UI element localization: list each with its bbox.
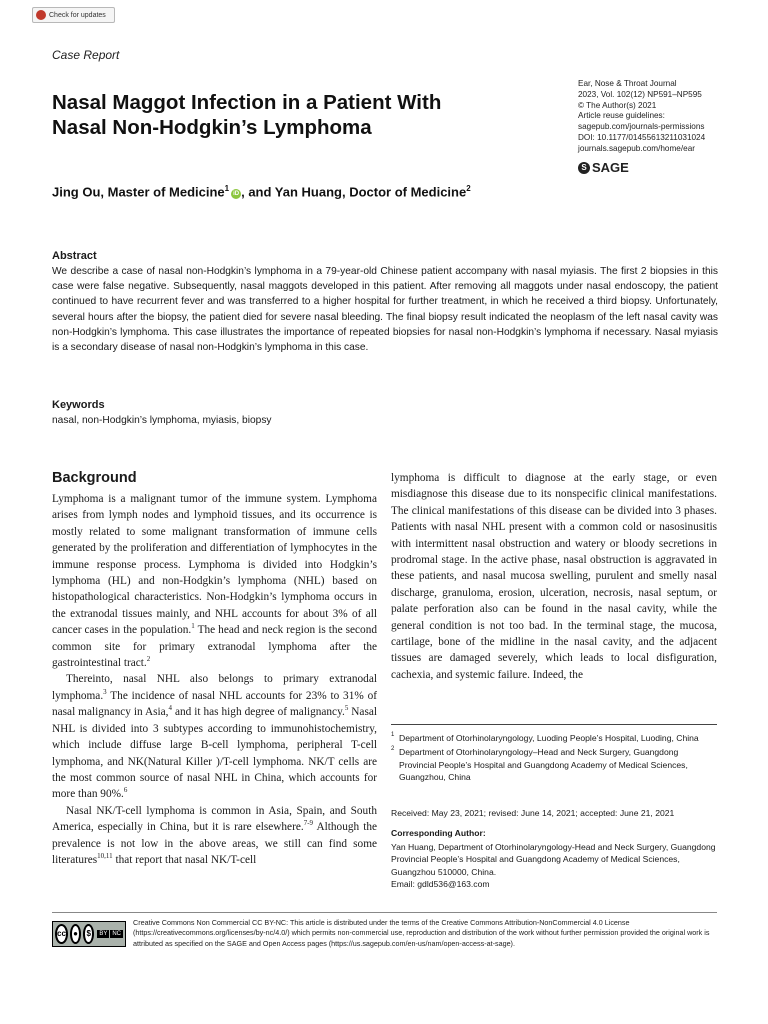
article-title — [52, 90, 522, 140]
paragraph-2-text-c: and it has high degree of malignancy. — [172, 706, 345, 719]
doi-link[interactable]: DOI: 10.1177/01455613211031024 — [578, 132, 706, 142]
author-1-affiliation: 1 — [224, 184, 230, 193]
abstract-heading: Abstract — [52, 250, 97, 262]
nc-icon: $ — [83, 924, 94, 944]
crossmark-icon — [36, 10, 46, 20]
affiliation-2-number: 2 — [391, 746, 395, 753]
license-divider — [52, 912, 717, 913]
sage-logo-text: SAGE — [592, 160, 629, 175]
paragraph-3-text-b: Although the prevalence is not low in the above areas, we still can find some literatures — [52, 821, 377, 866]
affiliation-1-number: 1 — [391, 732, 395, 738]
background-heading: Background — [52, 470, 137, 486]
author-2: , and Yan Huang, Doctor of Medicine — [241, 184, 467, 200]
reuse-guidelines-label: Article reuse guidelines: — [578, 111, 665, 121]
citation-10-11[interactable]: 10,11 — [97, 852, 113, 861]
citation-4[interactable]: 4 — [168, 704, 173, 713]
by-icon: ● — [70, 924, 81, 944]
journal-home-link[interactable]: journals.sagepub.com/home/ear — [578, 143, 695, 153]
orcid-icon[interactable]: iD — [233, 191, 240, 198]
paragraph-3 — [52, 803, 377, 869]
title-line-2: Nasal Non-Hodgkin’s Lymphoma — [52, 116, 372, 139]
affiliation-2 — [391, 746, 717, 783]
affiliation-1 — [391, 732, 717, 744]
corresponding-author — [391, 841, 717, 891]
paragraph-1-text-a: Lymphoma is a malignant tumor of the immune system. Lymphoma arises from lymph nodes and lymphoid tissues, and its occurrence is mostly related to some malignant transformation of immune cells generated by the proliferation and differentiation of lymphocytes in the immune response process. Lymphoma is divided into Hodgkin’s lymphoma (HL) and non-Hodgkin’s lymphoma (NHL) based on histopathological characteristics. Non-Hodgkin’s lymphoma occurs in the extranodal tissues mainly, and NHL accounts for about 3% of all cancer cases in the population. — [52, 493, 377, 637]
nc-label: NC — [112, 931, 121, 937]
title-line-1: Nasal Maggot Infection in a Patient With — [52, 91, 442, 114]
author-2-affiliation: 2 — [466, 184, 471, 193]
paragraph-3-text-a: Nasal NK/T-cell lymphoma is common in Asia, Spain, and South America, especially in China, but it is rare elsewhere. — [52, 804, 377, 834]
citation-6[interactable]: 6 — [123, 786, 128, 795]
received-dates: Received: May 23, 2021; revised: June 14, 2021; accepted: June 21, 2021 — [391, 808, 675, 818]
paragraph-3-continued: lymphoma is difficult to diagnose at the early stage, or even misdiagnose this disease due to its nonspecific clinical manifestations. The clinical manifestations of this disease can be divided into 3 phases. Patients with nasal NHL present with a common cold or nasosinusitis with intermittent nasal obstruction and watery or bloody secretions in prodromal stage. In the active phase, nasal obstruction is aggravated in these patients, and nasal mucosa swelling, purulent and smelly nasal discharge, granuloma, erosion, ulceration, necrosis, nasal septum, or palate perforation also can be found in the nasal cavity, while the general condition is not too bad. In the terminal stage, the mucosa, cartilage, bone of the midline in the nasal cavity, and the adjacent tissues are damaged severely, which leads to local disfiguration, cachexia, and systemic failure. Indeed, the — [391, 472, 717, 681]
paragraph-2-text-d: Nasal NHL is divided into 3 subtypes according to immunohistochemistry, which include diffuse large B-cell lymphoma, peripheral T-cell lymphoma, and NK(Natural Killer )/T-cell lymphoma. NK/T cells are the most common source of nasal NHL in China, which accounts for more than 90%. — [52, 706, 377, 801]
cc-license-badge[interactable] — [52, 921, 126, 947]
journal-volume: 2023, Vol. 102(12) NP591–NP595 — [578, 89, 702, 99]
sage-logo-icon: S — [578, 162, 590, 174]
citation-1[interactable]: 1 — [191, 622, 195, 631]
affiliations — [391, 732, 717, 786]
journal-name: Ear, Nose & Throat Journal — [578, 79, 677, 88]
paragraph-2-text-a: Thereinto, nasal NHL also belongs to primary extranodal lymphoma. — [52, 673, 377, 702]
cc-icon: cc — [55, 924, 68, 944]
abstract-text: We describe a case of nasal non-Hodgkin’s lymphoma in a 79-year-old Chinese patient accompany with nasal myiasis. The first 2 biopsies in this case were false negative. Subsequently, nasal maggots developed in this patient. After removing all maggots under nasal endoscopy, the patient continued to have recurrent fever and was transferred to a higher hospital for further treatment, in which he received a third biopsy. Unfortunately, several hours after the biopsy, the patient died for severe nasal bleeding. The final biopsy result indicated the neoplasm of the left nasal cavity was non-Hodgkin’s lymphoma. This case illustrates the importance of repeated biopsies for nasal non-Hodgkin’s lymphoma if necessary. Nasal myiasis is a secondary disease of nasal non-Hodgkin’s lymphoma in this case. — [52, 266, 718, 354]
citation-7-9[interactable]: 7-9 — [303, 819, 314, 828]
corresponding-author-address: Yan Huang, Department of Otorhinolaryngology-Head and Neck Surgery, Guangdong Provincial People’s Hospital and Guangdong Academy of Medical Sciences, Guangzhou 510000, China. — [391, 842, 716, 877]
citation-5[interactable]: 5 — [344, 704, 349, 713]
permissions-link[interactable]: sagepub.com/journals-permissions — [578, 122, 705, 132]
check-updates-label: Check for updates — [49, 11, 106, 19]
paragraph-2 — [52, 671, 377, 802]
keywords-heading: Keywords — [52, 399, 105, 411]
section-label: Case Report — [52, 48, 120, 62]
license-text: Creative Commons Non Commercial CC BY-NC: This article is distributed under the terms of the Creative Commons Attribution-NonCommercial 4.0 License (https://creativecommons.org/licenses/by-nc/4.0/) which permits non-commercial use, reproduction and distribution of the work without further permission provided the original work is attributed as specified on the SAGE and Open Access pages (https://us.sagepub.com/en-us/nam/open-access-at-sage). — [133, 918, 710, 948]
journal-meta — [578, 79, 705, 155]
affiliation-1-text: Department of Otorhinolaryngology, Luoding People’s Hospital, Luoding, China — [399, 733, 699, 743]
sage-logo — [578, 160, 629, 175]
by-label: BY — [99, 931, 108, 937]
body-column-right — [391, 470, 717, 683]
paragraph-1 — [52, 491, 377, 671]
corresponding-author-email[interactable]: Email: gdld536@163.com — [391, 879, 490, 890]
paragraph-1-text-b: The head and neck region is the second common site for primary extranodal lymphoma after the gastrointestinal tract. — [52, 624, 377, 670]
affiliation-2-text: Department of Otorhinolaryngology–Head and Neck Surgery, Guangdong Provincial People’s Hospital and Guangdong Academy of Medical Sciences, Guangzhou, China — [399, 747, 688, 783]
body-column-left — [52, 491, 377, 868]
author-1: Jing Ou, Master of Medicine — [52, 184, 225, 200]
corresponding-author-heading: Corresponding Author: — [391, 828, 486, 838]
citation-3[interactable]: 3 — [103, 688, 107, 697]
paragraph-3-text-c: that report that nasal NK/T-cell — [112, 853, 257, 866]
footnote-divider — [391, 724, 717, 725]
citation-2[interactable]: 2 — [146, 655, 151, 664]
keywords-text: nasal, non-Hodgkin’s lymphoma, myiasis, biopsy — [52, 415, 272, 426]
journal-copyright: © The Author(s) 2021 — [578, 100, 657, 110]
check-for-updates-button[interactable] — [32, 7, 115, 23]
paragraph-2-text-b: The incidence of nasal NHL accounts for 23% to 31% of nasal malignancy in Asia, — [52, 689, 377, 719]
author-line — [52, 184, 471, 199]
